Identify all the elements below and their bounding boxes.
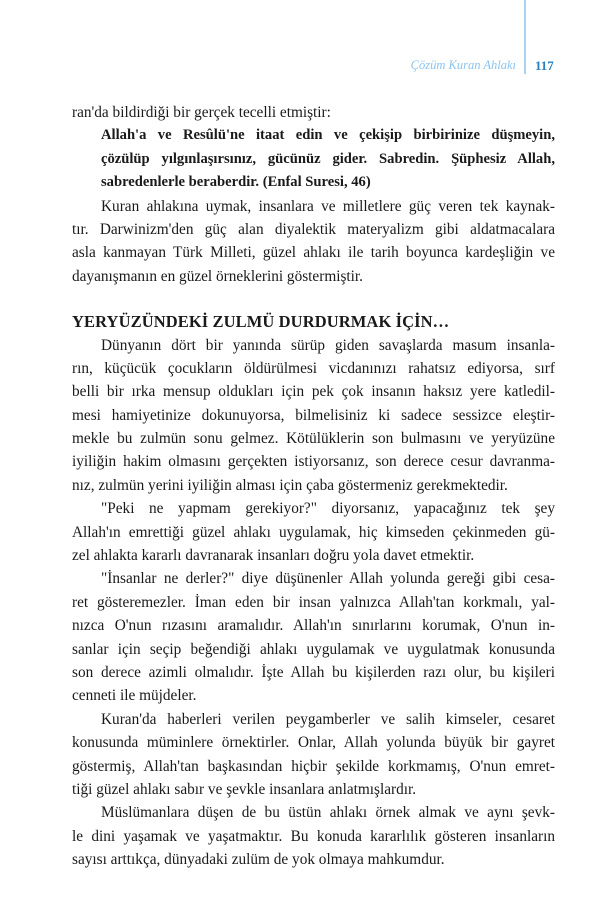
text-line: le dini yaşamak ve yaşatmaktır. Bu konuda kararlılık gösteren insanların <box>72 827 555 845</box>
paragraph <box>72 334 555 498</box>
text-line: "İnsanlar ne derler?" diye düşünenler Allah yolunda gereği gibi cesa- <box>101 570 555 588</box>
text-line: sanlar için seçip beğendiği ahlakı uygulamak ve uygulatmak konusunda <box>72 640 555 658</box>
text-line: cenneti ile müjdeler. <box>72 687 197 705</box>
text-line: Allah'ın emrettiği güzel ahlakı uygulamak, hiç kimseden çekinmeden gü- <box>72 523 555 541</box>
paragraph <box>72 195 555 289</box>
page-number: 117 <box>535 58 554 73</box>
continuation-paragraph <box>72 101 555 124</box>
text-line: Kuran ahlakına uymak, insanlara ve milletlere güç veren tek kaynak- <box>101 197 555 215</box>
running-title: Çözüm Kuran Ahlakı <box>410 58 516 72</box>
text-line: son derece azimli olmalıdır. İşte Allah bu kişilerden razı olur, bu kişileri <box>72 663 555 681</box>
text-line: ret gösteremezler. İman eden bir insan yalnızca Allah'tan korkmalı, yal- <box>72 593 555 611</box>
text-line: sayısı arttıkça, dünyadaki zulüm de yok olmaya mahkumdur. <box>72 851 445 869</box>
text-line: dayanışmanın en güzel örneklerini göstermiştir. <box>72 267 363 285</box>
text-line: tır. Darwinizm'den güç alan diyalektik materyalizm gibi aldatmacalara <box>72 220 555 238</box>
section-heading: YERYÜZÜNDEKİ ZULMÜ DURDURMAK İÇİN… <box>72 312 450 332</box>
paragraph <box>72 567 555 707</box>
quote-line: Allah'a ve Resûlü'ne itaat edin ve çekişip birbirinize düşmeyin, <box>101 127 555 144</box>
text-line: tiği güzel ahlakı sabır ve şevkle insanlara anlatmışlardır. <box>72 780 417 798</box>
quote-line: sabredenlerle beraberdir. (Enfal Suresi, 46) <box>101 174 371 191</box>
text-line: zel ahlakta kararlı davranarak insanları doğru yola davet etmektir. <box>72 547 475 565</box>
text-line: iyiliğin hakim olmasını gerçekten istiyorsanız, son derece cesur davranma- <box>72 453 555 471</box>
text-line: mesi hamiyetinize dokunuyorsa, bilmelisiniz ki sadece sessizce eleştir- <box>72 406 555 424</box>
paragraph <box>72 801 555 871</box>
quote-line: çözülüp yılgınlaşırsınız, gücünüz gider. Sabredin. Şüphesiz Allah, <box>101 150 555 167</box>
text-line: Kuran'da haberleri verilen peygamberler ve salih kimseler, cesaret <box>101 710 555 728</box>
text-line: asla kanmayan Türk Milleti, güzel ahlakı ile tarih boyunca kardeşliğin ve <box>72 244 555 262</box>
text-line: ran'da bildirdiği bir gerçek tecelli etmiştir: <box>72 104 331 121</box>
paragraph <box>72 708 555 802</box>
paragraph <box>72 497 555 567</box>
text-line: "Peki ne yapmam gerekiyor?" diyorsanız, yapacağınız tek şey <box>101 500 555 518</box>
text-line: nız, zulmün yerini iyiliğin alması için çaba göstermeniz gerekmektedir. <box>72 476 508 494</box>
quran-verse-quote <box>72 124 555 194</box>
header-divider-rule <box>524 0 526 74</box>
text-line: Müslümanlara düşen de bu üstün ahlakı örnek almak ve aynı şevk- <box>101 804 555 822</box>
text-line: belli bir ırka mensup oldukları için pek çok insanın haksız yere katledil- <box>72 383 555 401</box>
text-line: göstermiş, Allah'tan başkasından hiçbir şekilde korkmamış, O'nun emret- <box>72 757 555 775</box>
text-line: konusunda müminlere örnektirler. Onlar, Allah yolunda büyük bir gayret <box>72 734 555 752</box>
page-body <box>72 101 555 872</box>
text-line: rın, küçücük çocukların öldürülmesi vicdanınızı rahatsız ediyorsa, sırf <box>72 359 555 377</box>
text-line: mekle bu zulmün sonu gelmez. Kötülüklerin son bulmasını ve yeryüzüne <box>72 430 555 448</box>
text-line: Dünyanın dört bir yanında sürüp giden savaşlarda masum insanla- <box>101 336 555 354</box>
text-line: nızca O'nun rızasını aramalıdır. Allah'ın sınırlarını korumak, O'nun in- <box>72 617 555 635</box>
